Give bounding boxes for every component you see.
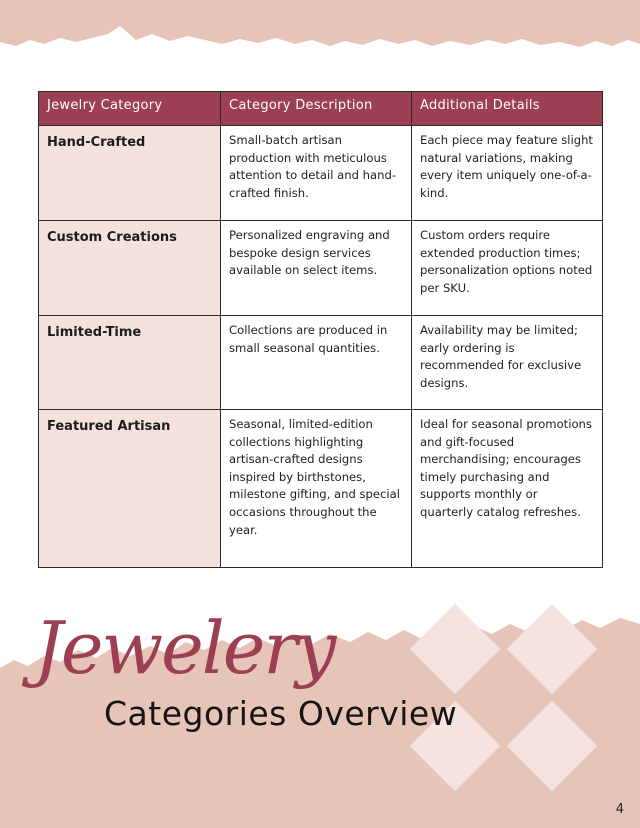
category-cell: Custom Creations: [39, 221, 221, 316]
page-title: Categories Overview: [104, 694, 458, 733]
table-header-row: [39, 92, 603, 126]
category-cell: Hand-Crafted: [39, 126, 221, 221]
description-cell: Seasonal, limited-edition collections highlighting artisan-crafted designs inspired by birthstones, milestone gifting, and special occasions throughout the year.: [221, 410, 412, 568]
details-cell: Each piece may feature slight natural variations, making every item uniquely one-of-a-kind.: [412, 126, 603, 221]
category-cell: Limited-Time: [39, 316, 221, 410]
header-jewelry-category: Jewelry Category: [39, 92, 221, 126]
table-row: [39, 126, 603, 221]
header-additional-details: Additional Details: [412, 92, 603, 126]
details-cell: Custom orders require extended production times; personalization options noted per SKU.: [412, 221, 603, 316]
jewelry-categories-table: [38, 91, 603, 568]
script-title-jewelery: Jewelery: [34, 606, 335, 690]
header-category-description: Category Description: [221, 92, 412, 126]
torn-paper-top-decoration: [0, 0, 640, 60]
description-cell: Small-batch artisan production with meticulous attention to detail and hand-crafted finish.: [221, 126, 412, 221]
description-cell: Personalized engraving and bespoke design services available on select items.: [221, 221, 412, 316]
details-cell: Availability may be limited; early ordering is recommended for exclusive designs.: [412, 316, 603, 410]
category-cell: Featured Artisan: [39, 410, 221, 568]
description-cell: Collections are produced in small seasonal quantities.: [221, 316, 412, 410]
table-row: [39, 410, 603, 568]
table-row: [39, 316, 603, 410]
page-number: 4: [615, 802, 624, 817]
table-row: [39, 221, 603, 316]
details-cell: Ideal for seasonal promotions and gift-focused merchandising; encourages timely purchasing and supports monthly or quarterly catalog refreshes.: [412, 410, 603, 568]
